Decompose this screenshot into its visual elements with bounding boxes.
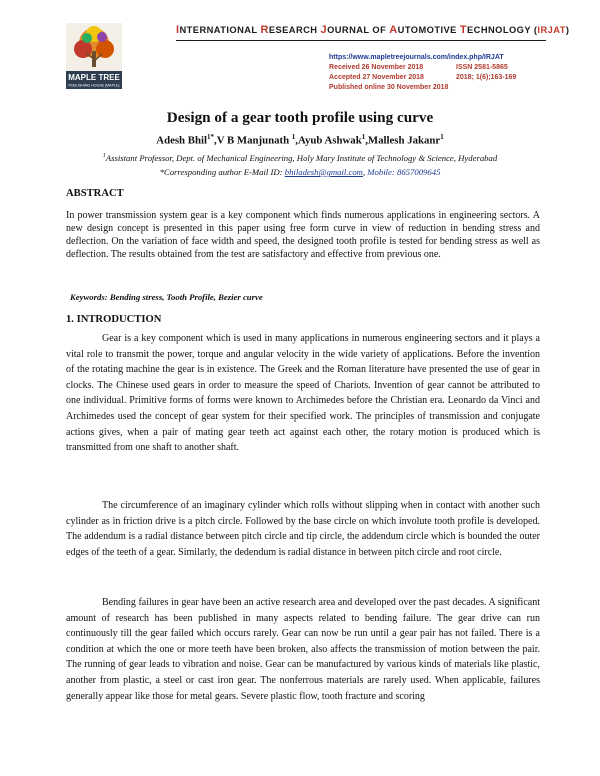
intro-paragraph-2: The circumference of an imaginary cylinder which rolls without slipping when in contact with another such cylinder as in friction drive is a pitch circle. Followed by the base circle on which involute tooth profile is developed. The addendum is a radial distance between pitch circle and tip circle, the addendum circle which is bounded the outer edges of the teeth of a gear. Similarly, the dedendum is radial distance in between pitch circle and root circle. bbox=[66, 500, 540, 558]
author-name: V B Manjunath bbox=[216, 134, 290, 147]
maple-tree-icon bbox=[66, 23, 122, 89]
issn: ISSN 2581-5865 bbox=[456, 64, 508, 71]
affiliation: $^1$Assistant Professor, Dept. of Mechanical Engineering, Holy Mary Institute of Technology & Science, Hyderabad bbox=[102, 153, 498, 163]
author-name: Adesh Bhil bbox=[156, 134, 207, 147]
corresponding-author: *Corresponding author E-Mail ID: bhiladesh@gmail.com, Mobile: 8657009645 bbox=[159, 167, 441, 177]
author-list: Adesh Bhil$^{1*}$,V B Manjunath $^1$,Ayub Ashwak$^1$,Mallesh Jakanr$^1$ bbox=[156, 133, 444, 147]
abstract-text: In power transmission system gear is a key component which finds numerous applications in engineering sectors. A new design concept is presented in this paper using free form curve in view of reduction in bending stress and deflection. On the variation of face width and speed, the designed tooth profile is tested for bending stress as well as deflection. The results obtained from the test are satisfactory and effective from previous one. bbox=[66, 210, 540, 261]
logo-subtext: PUBLISHING HOUSE (MAPLE) bbox=[68, 83, 120, 88]
author-name: Ayub Ashwak bbox=[298, 134, 362, 147]
journal-url-link[interactable]: https://www.mapletreejournals.com/index.php/IRJAT bbox=[329, 54, 504, 61]
publication-meta bbox=[329, 53, 559, 93]
intro-paragraph-3: Bending failures in gear have been an active research area and developed over the past decades. A significant amount of research has been published in many aspects related to bending failure. The gear drive can run continuously till the gear failed which occurs rarely. Gear can now be run until a gear pair has not failed. There is a condition at which the one or more teeth have been broken, also affects the transmission of motion between the pair. The running of gear leads to vibration and noise. Gear can be manufactured by various kinds of materials like plastic, another from plastic, a steel or cast iron gear. The nonferrous materials are rarely used. When applicable, failures generally appear like those for metal gears. Severe plastic flow, tooth fracture and scoring bbox=[66, 597, 540, 702]
journal-title: INTERNATIONAL RESEARCH JOURNAL OF AUTOMOTIVE TECHNOLOGY (IRJAT) bbox=[176, 24, 570, 36]
paper-title: Design of a gear tooth profile using curve bbox=[166, 109, 434, 126]
abstract-heading: ABSTRACT bbox=[66, 188, 124, 199]
logo-text: MAPLE TREE bbox=[68, 73, 120, 82]
intro-paragraph-1: Gear is a key component which is used in many applications in numerous engineering sectors and it plays a vital role to transmit the power, torque and angular velocity in the wide variety of applications. Before the invention of the rotating machine the gear is in existence. The Greek and the Roman literature have presented the use of gear in clocks. The Chinese used gears in order to measure the speed of Chariots. Invention of gear cannot be attributed to one individual. Primitive forms of forms were known to Archimedes before the Christian era. Leonardo da Vinci and Archimedes used the concept of gear system for their specified work. The principles of transmission and conjugate actions gives, when a pair of mating gear teeth act against each other, the rotary motion is produced which is transmitted from one shaft to another shaft. bbox=[66, 333, 540, 454]
accepted-date: Accepted 27 November 2018 bbox=[329, 74, 424, 81]
keywords: Keywords: Bending stress, Tooth Profile, Bezier curve bbox=[70, 292, 263, 302]
email-link[interactable]: bhiladesh@gmail.com bbox=[284, 167, 363, 177]
maple-tree-logo bbox=[66, 23, 122, 89]
author-name: Mallesh Jakanr bbox=[367, 134, 441, 147]
published-date: Published online 30 November 2018 bbox=[329, 84, 449, 91]
mobile-number: Mobile: 8657009645 bbox=[367, 167, 441, 177]
header-rule bbox=[176, 40, 546, 41]
journal-abbreviation: IRJAT bbox=[537, 25, 566, 35]
introduction-heading: 1. INTRODUCTION bbox=[66, 314, 162, 325]
volume-issue: 2018; 1(6);163-169 bbox=[456, 74, 517, 81]
received-date: Received 26 November 2018 bbox=[329, 64, 424, 71]
